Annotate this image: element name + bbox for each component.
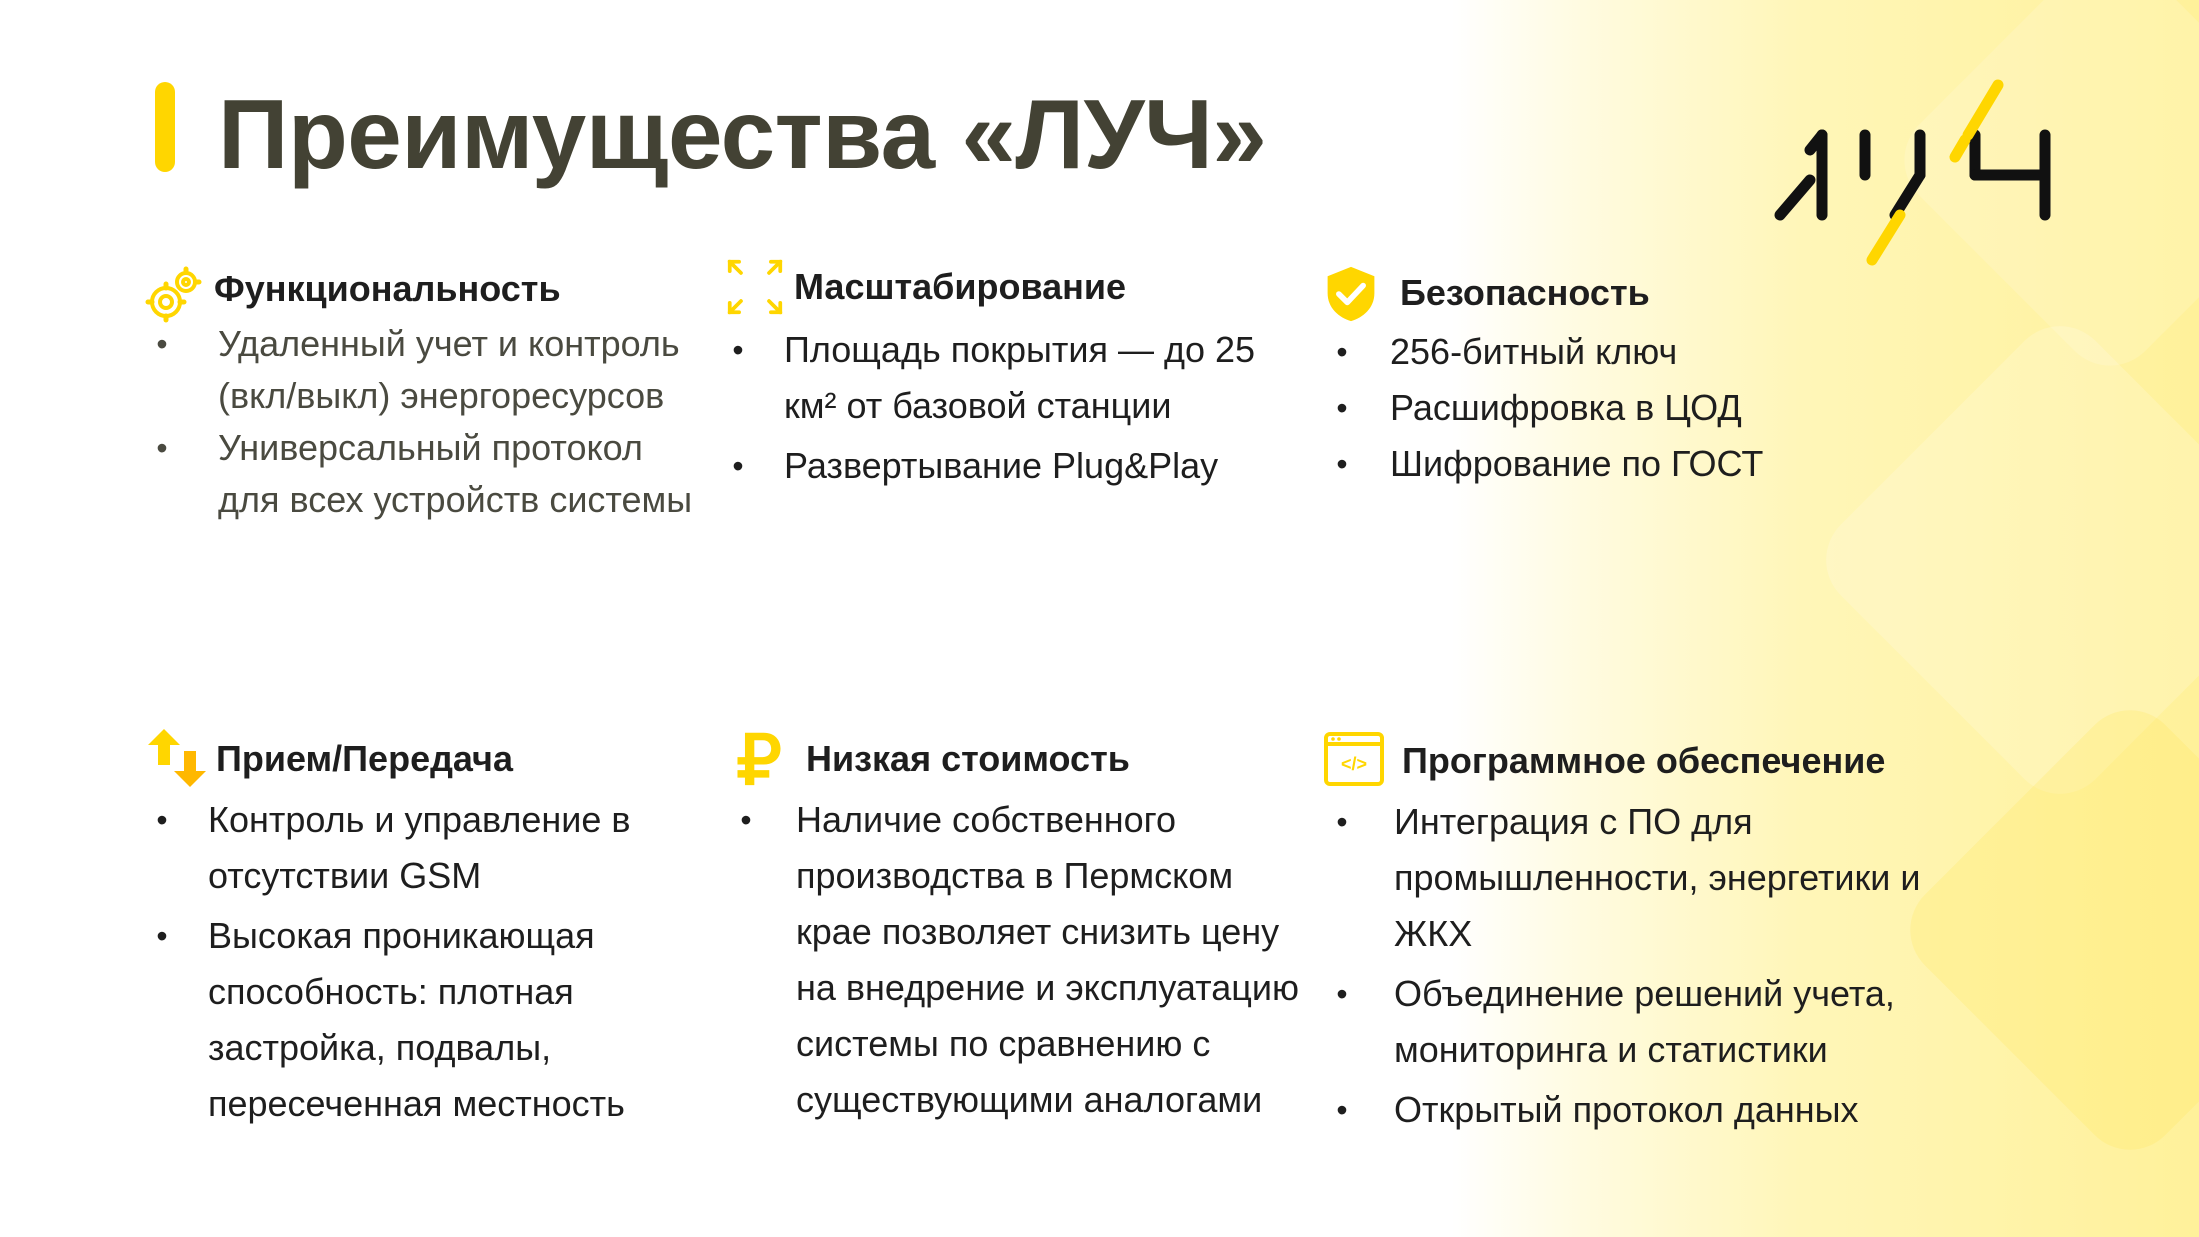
card-items xyxy=(1322,324,1842,492)
card-items xyxy=(1322,794,1942,1142)
list-item: • Расшифровка в ЦОД xyxy=(1336,387,1742,428)
card-security xyxy=(1322,262,1882,522)
card-low-cost xyxy=(730,726,1320,1146)
card-software xyxy=(1322,728,1962,1148)
list-item: • Развертывание Plug&Play xyxy=(732,445,1219,486)
svg-text:</>: </> xyxy=(1340,754,1368,774)
ruble-icon xyxy=(730,726,788,790)
card-title: Низкая стоимость xyxy=(806,738,1130,779)
card-title: Программное обеспечение xyxy=(1402,740,1886,781)
list-item: • Контроль и управление в отсутствии GSM xyxy=(156,799,631,896)
card-title: Безопасность xyxy=(1400,272,1650,313)
card-title: Масштабирование xyxy=(794,266,1127,307)
card-items xyxy=(730,792,1310,1128)
list-item: • Наличие собственного производства в Пермском крае позволяет снизить цену на внедрение и эксплуатацию системы по сравнению с существующими аналогами xyxy=(740,799,1299,1120)
luch-logo xyxy=(1770,75,2060,275)
list-item: • Высокая проникающая способность: плотная застройка, подвалы, пересеченная местность xyxy=(156,915,625,1124)
card-title: Функциональность xyxy=(214,268,561,309)
list-item: • Удаленный учет и контроль (вкл/выкл) энергоресурсов xyxy=(156,323,680,416)
card-items xyxy=(142,318,702,526)
list-item: • 256-битный ключ xyxy=(1336,331,1678,372)
page-title: Преимущества «ЛУЧ» xyxy=(218,79,1267,189)
list-item: • Шифрование по ГОСТ xyxy=(1336,443,1764,484)
code-window-icon xyxy=(1322,728,1386,790)
list-item: • Универсальный протокол для всех устройств системы xyxy=(156,427,693,520)
list-item: • Объединение решений учета, мониторинга и статистики xyxy=(1336,973,1895,1070)
list-item: • Площадь покрытия — до 25 км² от базовой станции xyxy=(732,329,1256,426)
shield-check-icon xyxy=(1322,262,1380,326)
list-item: • Интеграция с ПО для промышленности, энергетики и ЖКХ xyxy=(1336,801,1921,954)
card-functionality xyxy=(142,264,702,554)
expand-arrows-icon xyxy=(726,258,784,316)
card-title: Прием/Передача xyxy=(216,738,513,779)
title-accent-bar xyxy=(155,82,175,172)
card-scaling xyxy=(726,258,1286,548)
gears-icon xyxy=(142,264,204,326)
card-transfer xyxy=(146,726,686,1146)
card-items xyxy=(726,322,1266,498)
transfer-arrows-icon xyxy=(146,726,208,790)
card-items xyxy=(146,792,666,1136)
list-item: • Открытый протокол данных xyxy=(1336,1089,1859,1130)
